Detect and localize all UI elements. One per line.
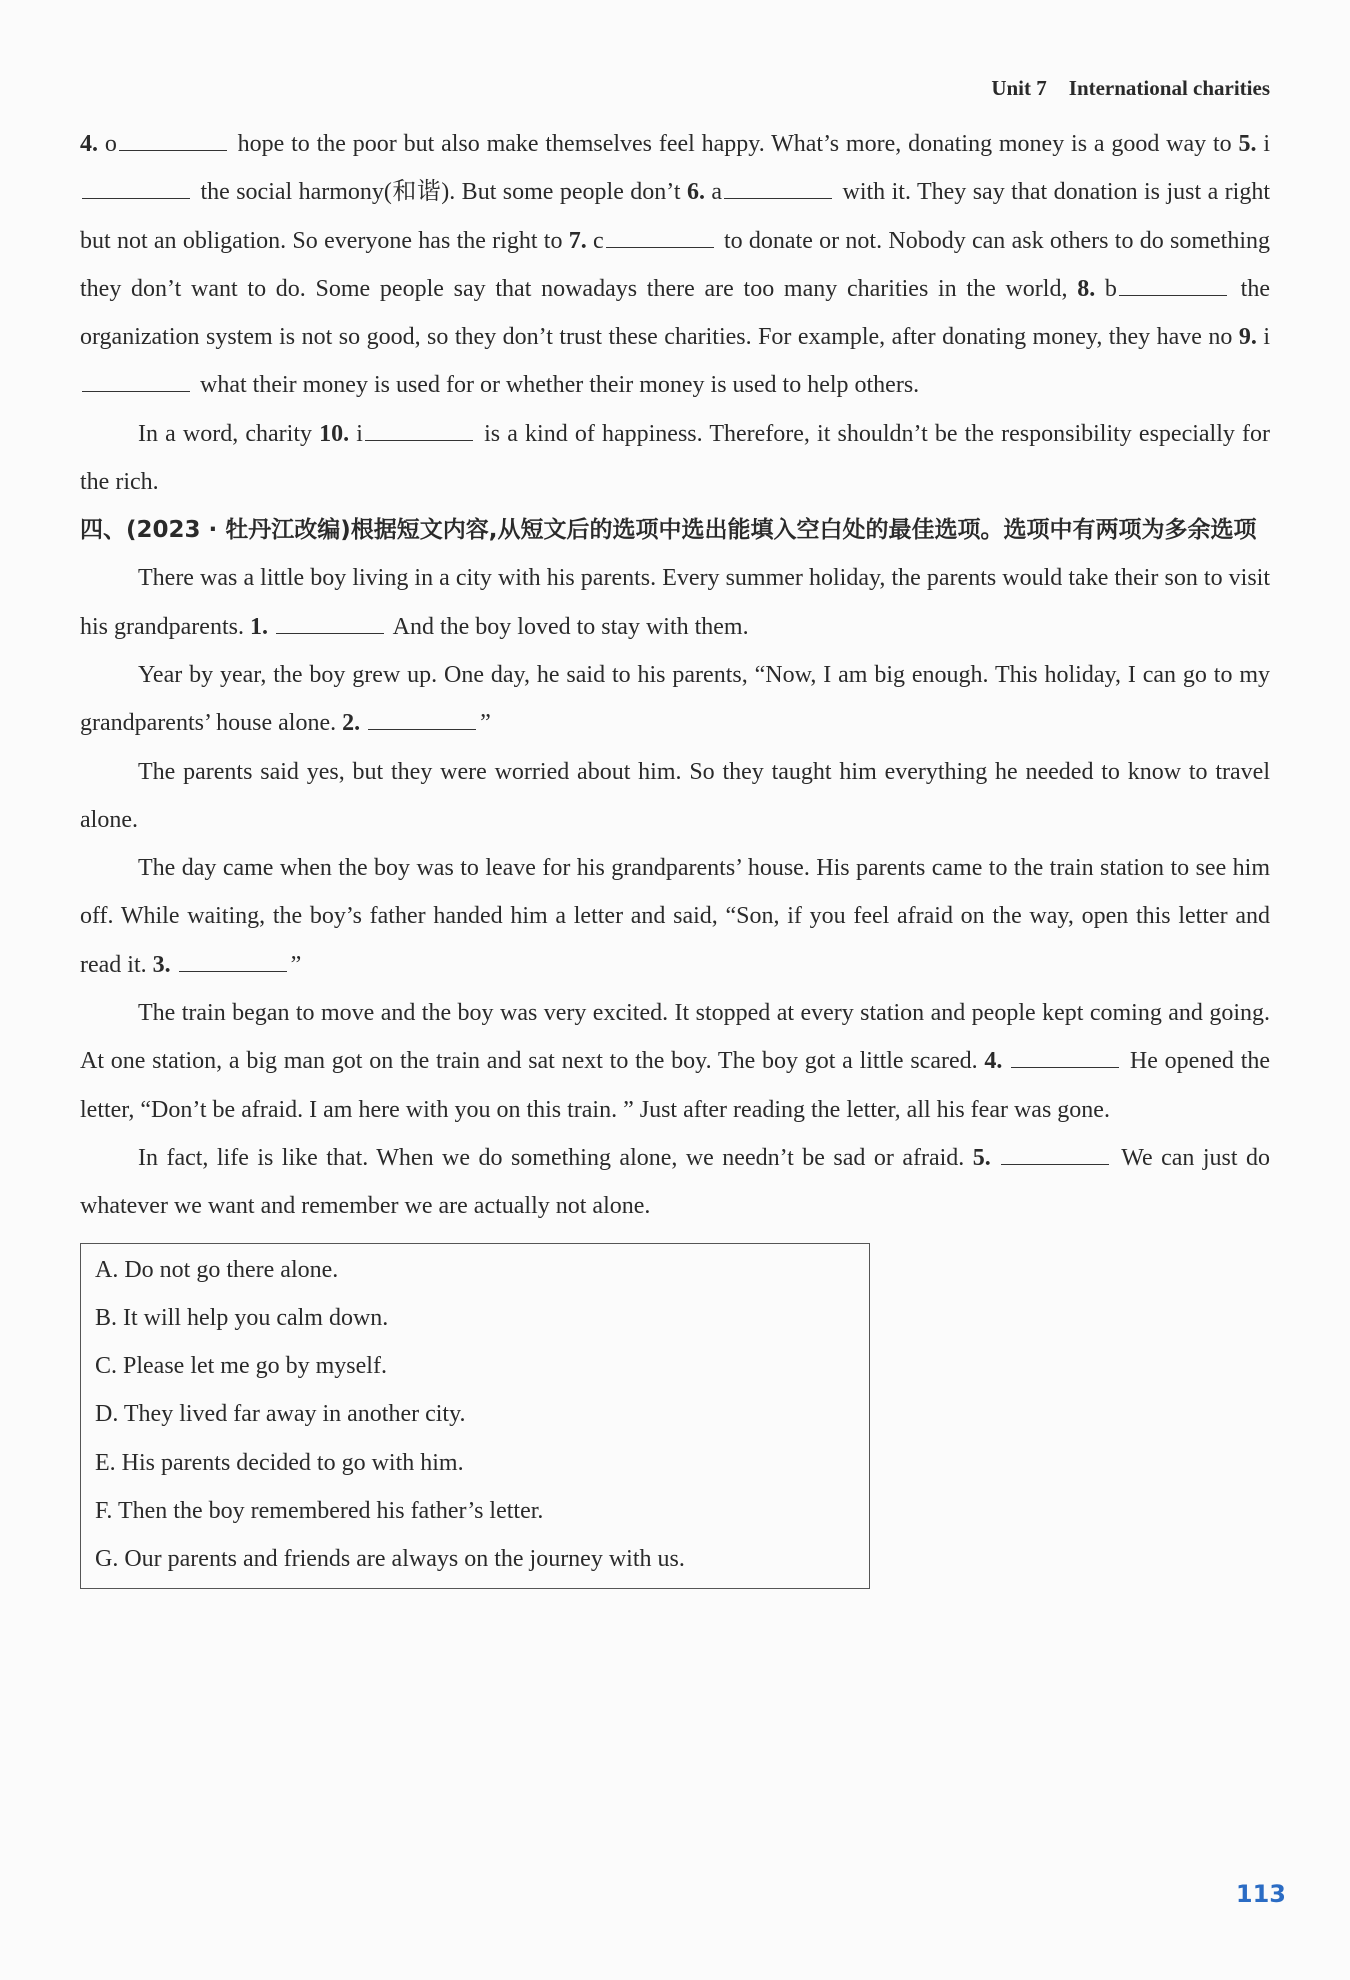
question-number: 7. (568, 227, 587, 254)
story-paragraph (80, 651, 1270, 748)
question-number: 2. (342, 710, 361, 737)
text-run: i (1256, 324, 1271, 351)
text-run: is a kind of happiness. Therefore, it shouldn’t be the responsibility especially for the rich. (80, 420, 1271, 496)
options-box (80, 1243, 870, 1589)
answer-blank[interactable] (1011, 1047, 1119, 1068)
unit-title: International charities (1068, 76, 1270, 100)
passage1-paragraph-1 (80, 120, 1270, 410)
text-run: the social harmony(和谐). But some people don’t (194, 179, 687, 206)
option-g: G. Our parents and friends are always on the journey with us. (95, 1546, 685, 1573)
answer-blank[interactable] (82, 371, 190, 392)
answer-blank[interactable] (1001, 1144, 1109, 1165)
section4-heading: 四、(2023 · 牡丹江改编)根据短文内容,从短文后的选项中选出能填入空白处的最佳选项。选项中有两项为多余选项 (80, 517, 1257, 544)
question-number: 4. (984, 1048, 1003, 1075)
answer-blank[interactable] (724, 178, 832, 199)
text-run: what their money is used for or whether their money is used to help others. (194, 372, 920, 399)
text-run (1002, 1048, 1009, 1074)
question-number: 10. (319, 420, 350, 447)
question-number: 6. (686, 179, 705, 206)
page-number: 113 (1235, 1880, 1286, 1908)
story-paragraph (80, 1134, 1270, 1231)
story-paragraph (80, 554, 1270, 651)
running-header (991, 76, 1270, 101)
option-b: B. It will help you calm down. (95, 1304, 389, 1331)
page-content (80, 120, 1270, 1589)
option-e: E. His parents decided to go with him. (95, 1449, 464, 1476)
text-run: i (349, 420, 363, 447)
answer-blank[interactable] (82, 178, 190, 199)
text-run: There was a little boy living in a city with his parents. Every summer holiday, the parents would take their son to visit his grandparents. (80, 565, 1270, 640)
question-number: 8. (1077, 275, 1096, 302)
text-run: The parents said yes, but they were worried about him. So they taught him everything he needed to know to travel alone. (80, 758, 1270, 833)
text-run: the organization system is not so good, so they don’t trust these charities. For example, after donating money, they have no (80, 275, 1270, 351)
question-number: 5. (972, 1144, 991, 1171)
answer-blank[interactable] (1119, 275, 1227, 296)
unit-label: Unit 7 (991, 76, 1047, 100)
text-run (360, 710, 366, 736)
option-f: F. Then the boy remembered his father’s letter. (95, 1498, 544, 1525)
text-run: o (98, 131, 117, 157)
question-number: 1. (249, 613, 268, 640)
question-number: 3. (152, 951, 171, 978)
text-run: We can just do whatever we want and remember we are actually not alone. (80, 1144, 1271, 1220)
story-paragraph (80, 844, 1270, 989)
text-run: with it. They say that donation is just a right but not an obligation. So everyone has the right to (80, 179, 1270, 254)
text-run: And the boy loved to stay with them. (387, 613, 749, 640)
text-run: c (586, 227, 604, 254)
question-number: 5. (1238, 131, 1257, 157)
text-run: He opened the letter, “Don’t be afraid. I am here with you on this train. ” Just after reading the letter, all his fear was gone. (80, 1048, 1271, 1123)
passage1-paragraph-2 (80, 410, 1270, 507)
story-paragraph (80, 989, 1270, 1134)
text-run: i (1256, 131, 1270, 157)
option-d: D. They lived far away in another city. (95, 1401, 466, 1428)
question-number: 4. (80, 131, 98, 157)
answer-blank[interactable] (365, 420, 473, 441)
option-a: A. Do not go there alone. (95, 1256, 339, 1283)
answer-blank[interactable] (368, 709, 476, 730)
option-c: C. Please let me go by myself. (95, 1353, 387, 1380)
text-run: ” (290, 951, 302, 978)
text-run: a (704, 179, 723, 206)
text-run (171, 952, 177, 978)
answer-blank[interactable] (606, 227, 714, 248)
text-run: In a word, charity (138, 420, 320, 447)
text-run: The train began to move and the boy was very excited. It stopped at every station and people kept coming and going. At one station, a big man got on the train and sat next to the boy. The boy got a little scared. (80, 1000, 1270, 1075)
text-run: Year by year, the boy grew up. One day, he said to his parents, “Now, I am big enough. This holiday, I can go to my grandparents’ house alone. (80, 661, 1270, 737)
story-paragraph (80, 748, 1270, 845)
text-run: The day came when the boy was to leave for his grandparents’ house. His parents came to the train station to see him off. While waiting, the boy’s father handed him a letter and said, “Son, if you feel afraid on the way, open this letter and read it. (80, 855, 1270, 978)
answer-blank[interactable] (276, 613, 384, 634)
text-run: to donate or not. Nobody can ask others to do something they don’t want to do. Some people say that nowadays there are too many charities in the world, (80, 227, 1271, 302)
text-run: In fact, life is like that. When we do something alone, we needn’t be sad or afraid. (138, 1144, 973, 1171)
text-run: ” (480, 710, 491, 737)
answer-blank[interactable] (179, 951, 287, 972)
text-run (268, 614, 274, 640)
text-run: b (1095, 275, 1117, 302)
question-number: 9. (1238, 324, 1257, 351)
answer-blank[interactable] (119, 130, 227, 151)
text-run: hope to the poor but also make themselves feel happy. What’s more, donating money is a good way to (230, 131, 1239, 157)
text-run (991, 1145, 999, 1171)
